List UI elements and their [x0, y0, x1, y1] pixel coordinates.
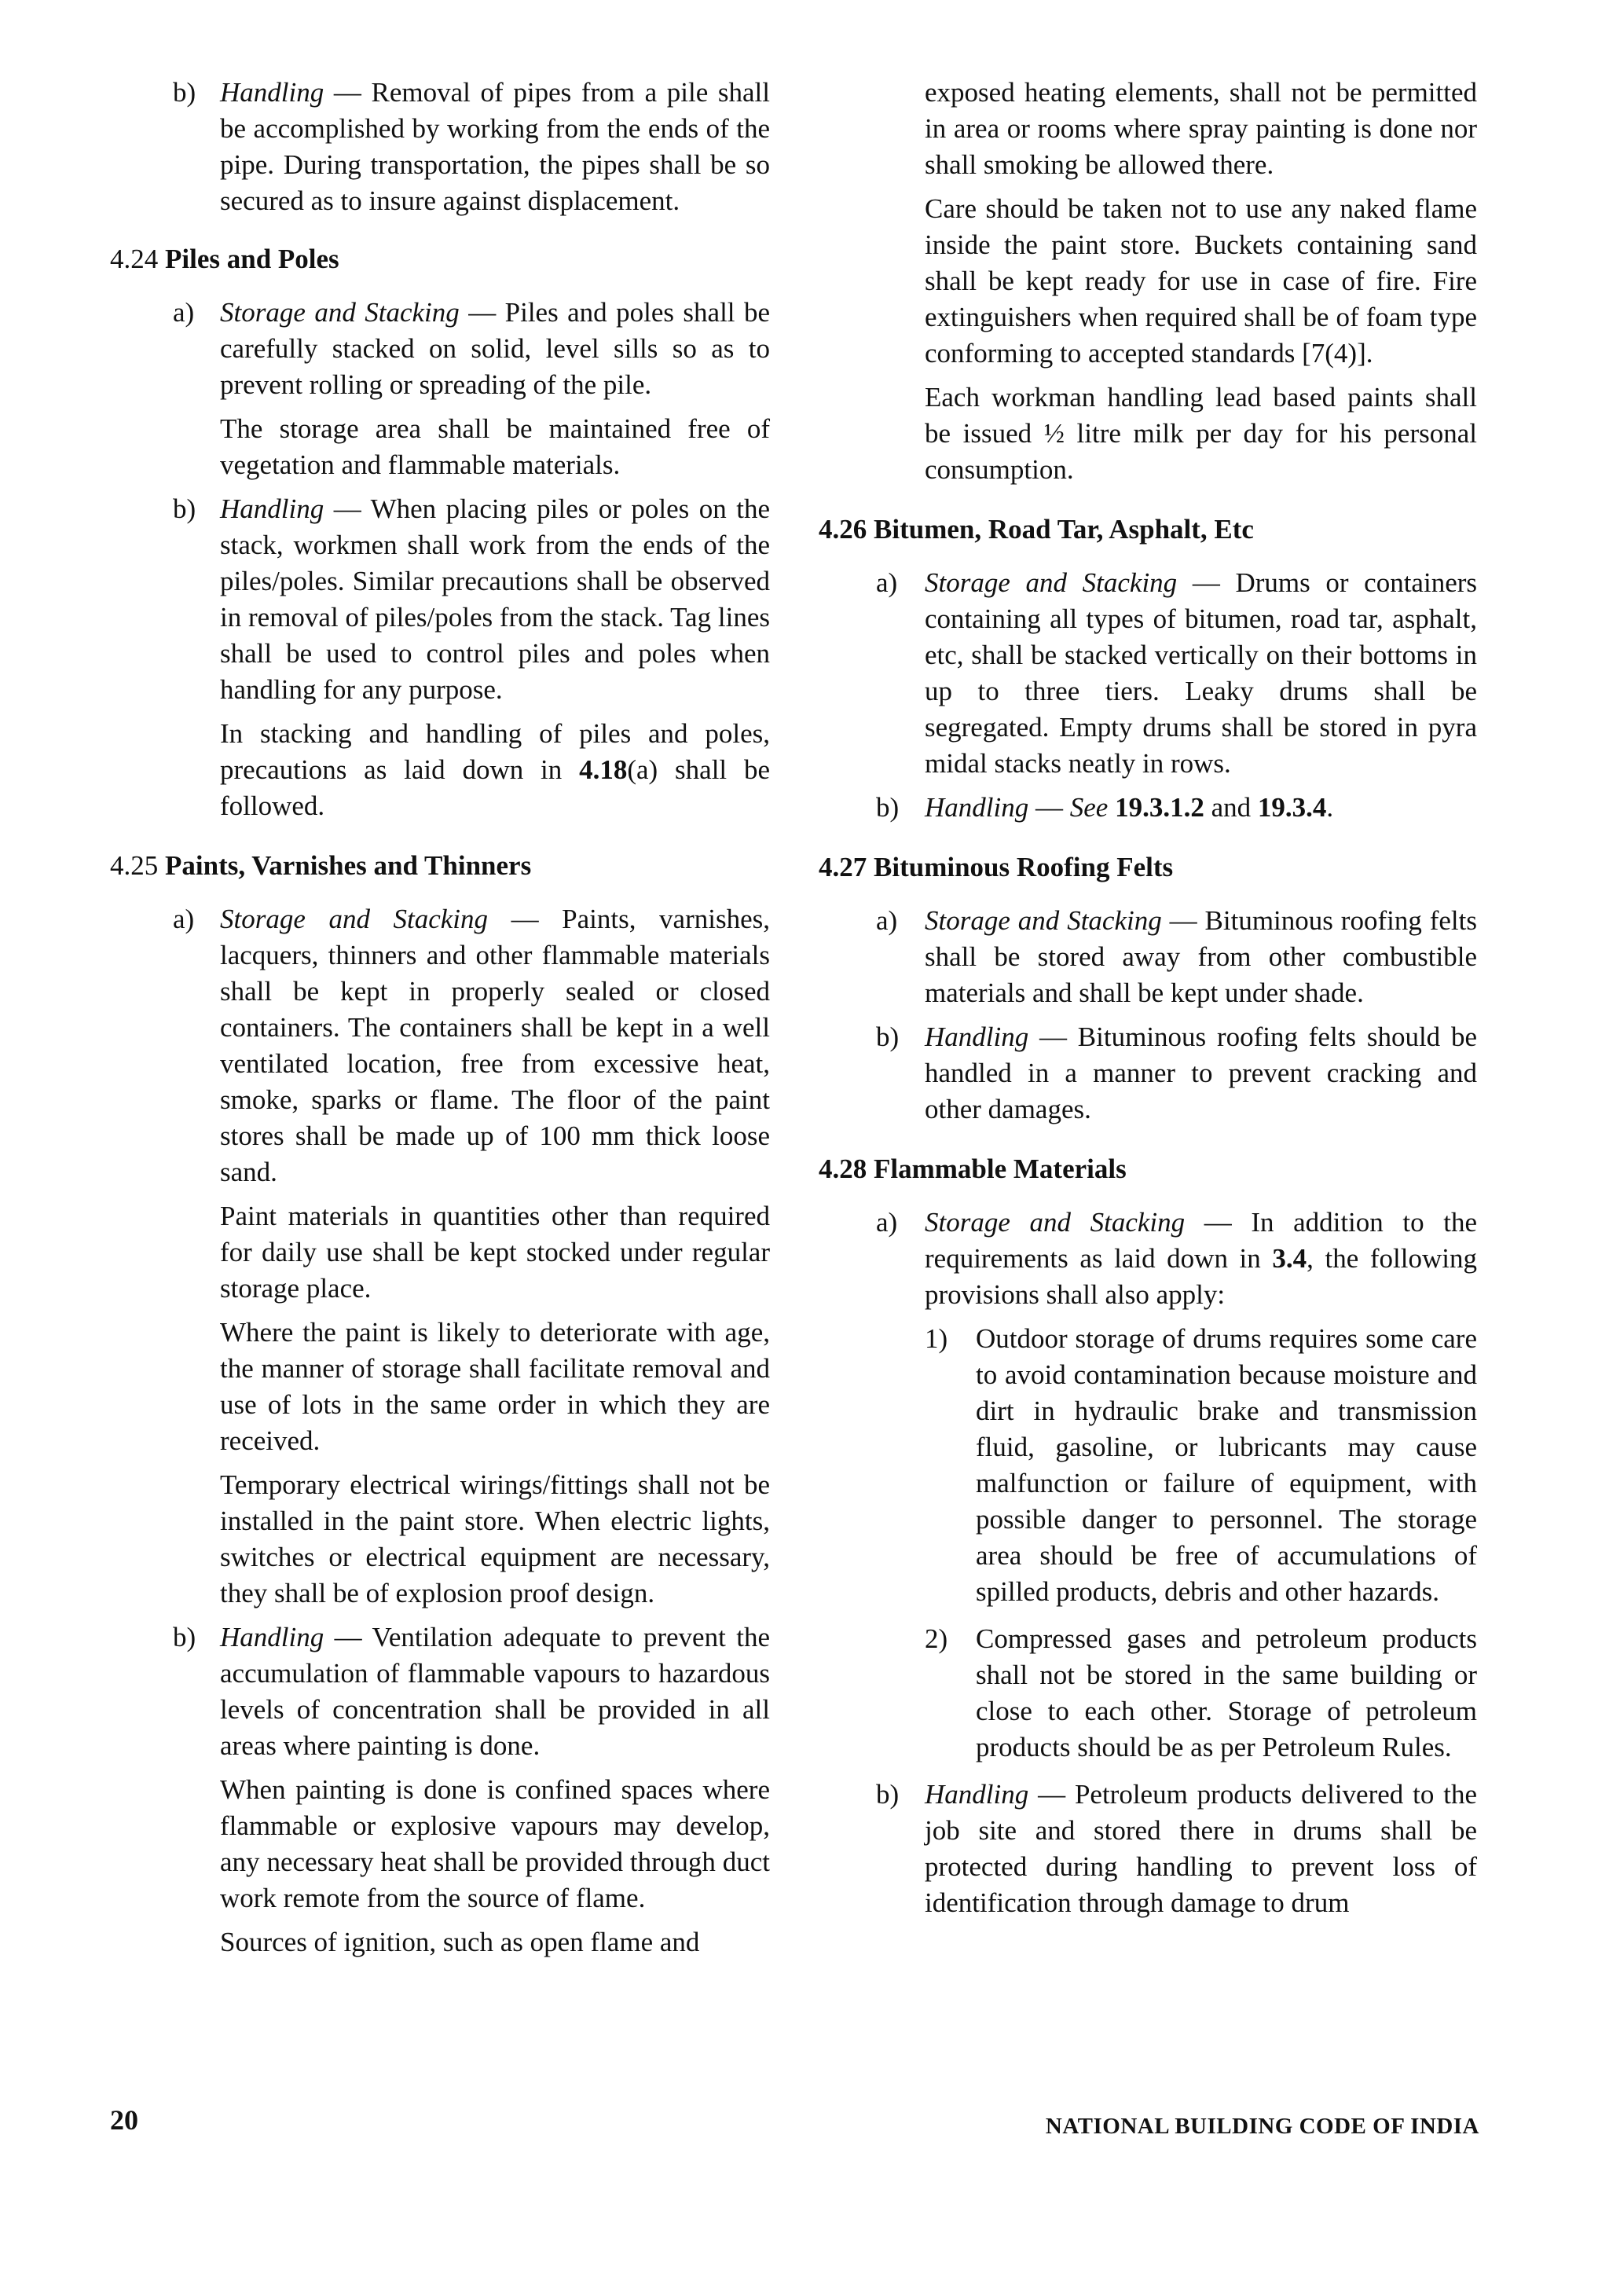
cross-reference: 4.18	[579, 754, 628, 785]
cross-reference: 19.3.4	[1257, 792, 1327, 823]
left-column	[110, 75, 770, 1960]
clause-text: Handling — Removal of pipes from a pile shall be accomplished by working from the ends of the pipe. During transportation, the pipes shall be so secured as to insure against displacement.	[220, 77, 770, 216]
bitumen-storage-clause: a) Storage and Stacking — Drums or containers containing all types of bitumen, road tar, asphalt, etc, shall be stacked vertically on their bottoms in up to three tiers. Leaky drums shall be segregated. Empty drums shall be stored in pyra midal stacks neatly in rows.	[876, 567, 1477, 779]
section-heading-4-28: 4.28 Flammable Materials	[819, 1154, 1127, 1184]
pipes-handling-clause	[110, 75, 770, 219]
piles-storage-clause: a) Storage and Stacking — Piles and poles shall be carefully stacked on solid, level sills so as to prevent rolling or spreading of the pile. The storage area shall be maintained free of vegetation and flammable materials.	[173, 297, 770, 480]
flammable-storage-clause: a) Storage and Stacking — In addition to the requirements as laid down in 3.4, the following provisions shall also apply: 1) Outdoor storage of drums requires some care to avoid contamination because moisture and dirt in hydraulic brake and transmission fluid, gasoline, or lubricants may cause malfunction or failure of equipment, with possible danger to personnel. The storage area should be free of accumulations of spilled products, debris and other hazards. 2) Compressed gases and petroleum products shall not be stored in the same building or close to each other. Storage of petroleum products should be as per Petroleum Rules.	[819, 1205, 1477, 1766]
clause-label: b)	[173, 77, 196, 108]
paints-handling-clause: b) Handling — Ventilation adequate to prevent the accumulation of flammable vapours to hazardous levels of concentration shall be provided in all areas where painting is done. When painting is done is confined spaces where flammable or explosive vapours may develop, any necessary heat shall be provided through duct work remote from the source of flame. Sources of ignition, such as open flame and	[173, 1622, 770, 1957]
felts-storage-clause: a) Storage and Stacking — Bituminous roofing felts shall be stored away from other combustible materials and shall be kept under shade.	[876, 905, 1477, 1008]
right-column	[819, 75, 1477, 1921]
paints-handling-continued: exposed heating elements, shall not be permitted in area or rooms where spray painting is done nor shall smoking be allowed there. Care should be taken not to use any naked flame inside the paint store. Buckets containing sand shall be kept ready for use in case of fire. Fire extinguishers when required shall be of foam type conforming to accepted standards [7(4)]. Each workman handling lead based paints shall be issued ½ litre milk per day for his personal consumption.	[925, 77, 1477, 485]
felts-handling-clause: b) Handling — Bituminous roofing felts should be handled in a manner to prevent cracking and other damages.	[876, 1021, 1477, 1124]
cross-reference: 3.4	[1272, 1243, 1307, 1274]
clause-term: Handling	[220, 77, 324, 108]
piles-handling-clause: b) Handling — When placing piles or poles on the stack, workmen shall work from the ends of the piles/poles. Similar precautions shall be observed in removal of piles/poles from the stack. Tag lines shall be used to control piles and poles when handling for any purpose. In stacking and handling of piles and poles, precautions as laid down in 4.18(a) shall be followed.	[173, 493, 770, 821]
paints-storage-clause: a) Storage and Stacking — Paints, varnishes, lacquers, thinners and other flammable materials shall be kept in properly sealed or closed containers. The containers shall be kept in a well ventilated location, free from excessive heat, smoke, sparks or flame. The floor of the paint stores shall be made up of 100 mm thick loose sand. Paint materials in quantities other than required for daily use shall be kept stocked under regular storage place. Where the paint is likely to deteriorate with age, the manner of storage shall facilitate removal and use of lots in the same order in which they are received. Temporary electrical wirings/fittings shall not be installed in the paint store. When electric lights, switches or electrical equipment are necessary, they shall be of explosion proof design.	[173, 904, 770, 1608]
page-number: 20	[110, 2104, 138, 2136]
running-footer-title: NATIONAL BUILDING CODE OF INDIA	[1045, 2114, 1479, 2139]
cross-reference: 19.3.1.2	[1115, 792, 1204, 823]
bitumen-handling-clause: b) Handling — See 19.3.1.2 and 19.3.4.	[876, 792, 1334, 823]
section-heading-4-27: 4.27 Bituminous Roofing Felts	[819, 852, 1174, 882]
section-heading-4-26: 4.26 Bitumen, Road Tar, Asphalt, Etc	[819, 514, 1254, 545]
sub-clause-2: 2) Compressed gases and petroleum products shall not be stored in the same building or close to each other. Storage of petroleum products should be as per Petroleum Rules.	[925, 1623, 1477, 1762]
section-heading-4-25: 4.25 Paints, Varnishes and Thinners	[110, 850, 532, 881]
flammable-handling-clause: b) Handling — Petroleum products delivered to the job site and stored there in drums shall be protected during handling to prevent loss of identification through damage to drum	[876, 1779, 1477, 1918]
section-heading-4-24: 4.24 Piles and Poles	[110, 244, 339, 274]
sub-clause-1: 1) Outdoor storage of drums requires some care to avoid contamination because moisture and dirt in hydraulic brake and transmission fluid, gasoline, or lubricants may cause malfunction or failure of equipment, with possible danger to personnel. The storage area should be free of accumulations of spilled products, debris and other hazards.	[925, 1323, 1477, 1607]
